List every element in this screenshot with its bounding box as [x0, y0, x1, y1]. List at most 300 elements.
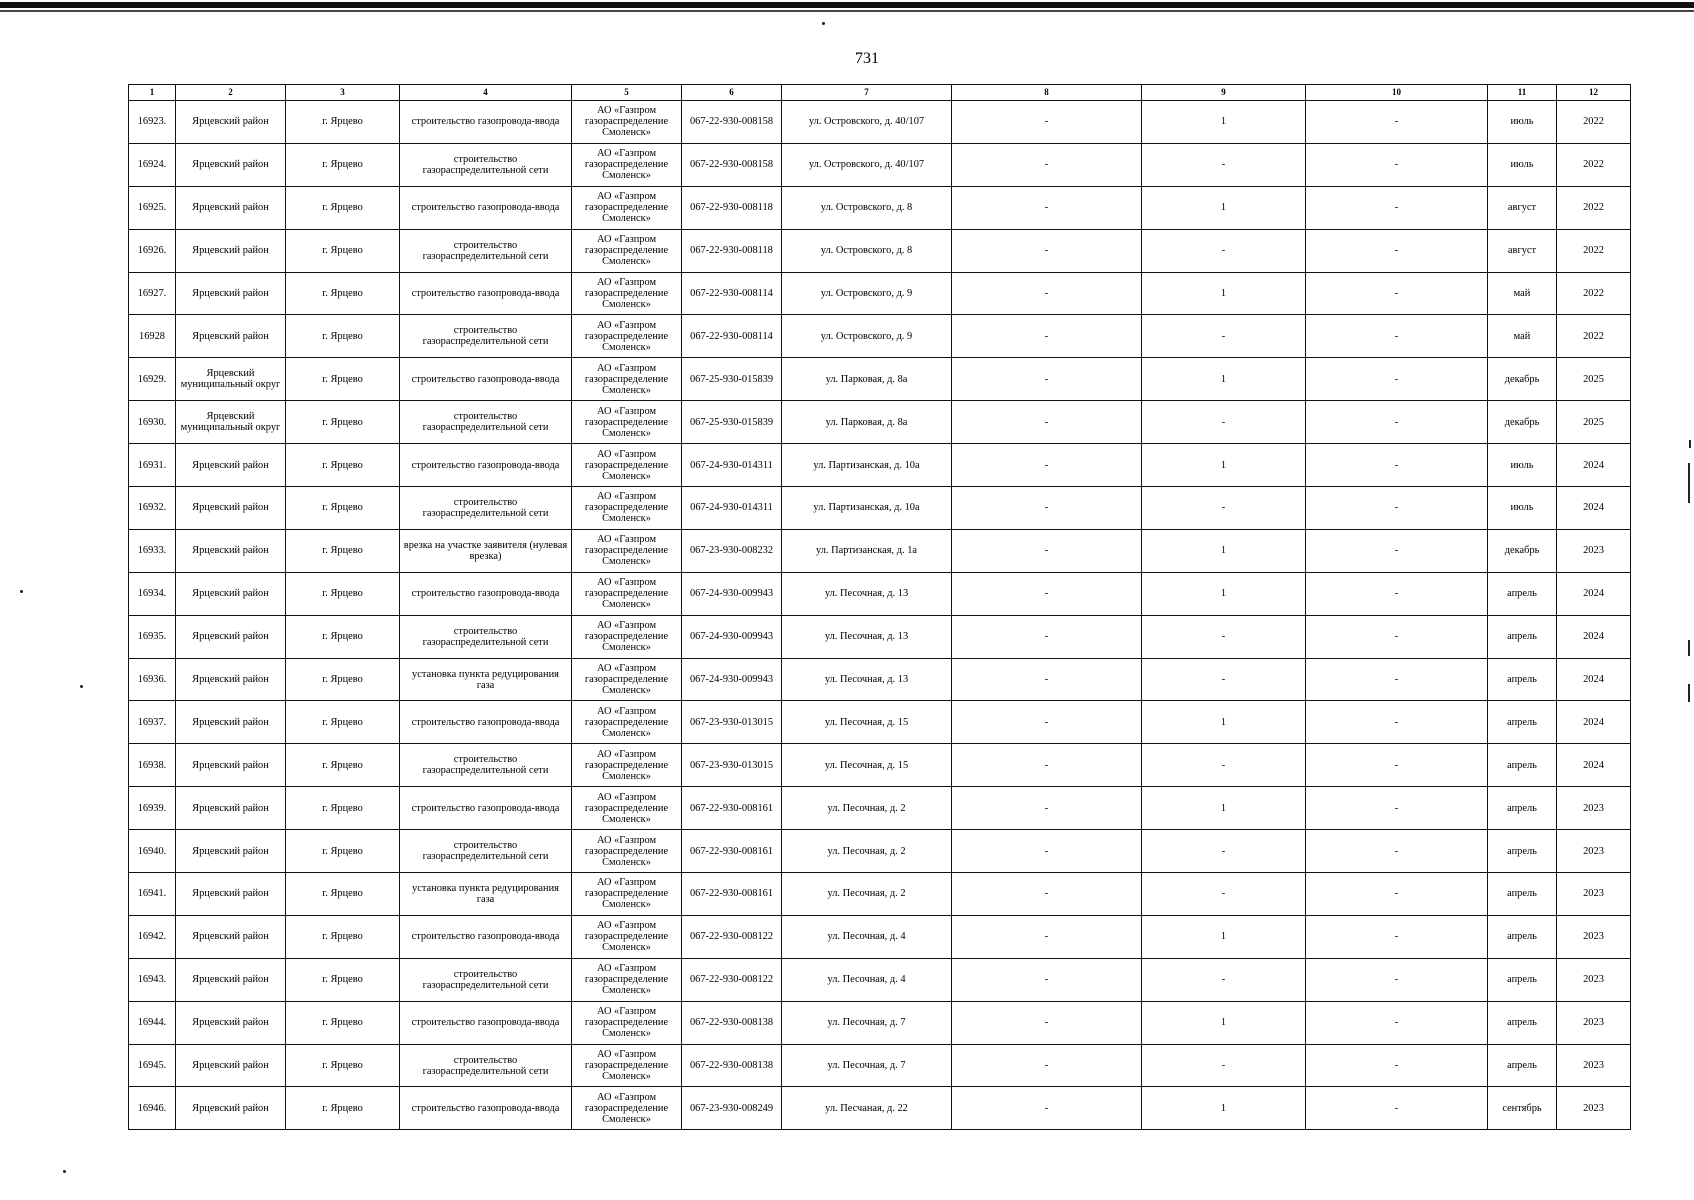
- month-cell: декабрь: [1488, 529, 1557, 572]
- work-type-cell: строительство газопровода-ввода: [400, 1087, 572, 1130]
- column-header-6: 6: [682, 85, 782, 101]
- table-body: [129, 101, 1631, 1130]
- district-cell: Ярцевский район: [176, 1044, 286, 1087]
- month-cell: апрель: [1488, 615, 1557, 658]
- year-cell: 2024: [1557, 701, 1631, 744]
- column-10-cell: -: [1306, 915, 1488, 958]
- table-row: [129, 1087, 1631, 1130]
- work-type-cell: строительство газораспределительной сети: [400, 143, 572, 186]
- city-cell: г. Ярцево: [286, 229, 400, 272]
- row-number: 16926.: [129, 229, 176, 272]
- column-8-cell: -: [952, 787, 1142, 830]
- month-cell: декабрь: [1488, 401, 1557, 444]
- year-cell: 2024: [1557, 744, 1631, 787]
- address-cell: ул. Песочная, д. 15: [782, 744, 952, 787]
- column-10-cell: -: [1306, 830, 1488, 873]
- column-10-cell: -: [1306, 1087, 1488, 1130]
- application-code-cell: 067-22-930-008161: [682, 787, 782, 830]
- district-cell: Ярцевский район: [176, 272, 286, 315]
- application-code-cell: 067-23-930-013015: [682, 744, 782, 787]
- column-10-cell: -: [1306, 1001, 1488, 1044]
- address-cell: ул. Парковая, д. 8а: [782, 401, 952, 444]
- scan-edge-mark: [1688, 640, 1690, 656]
- table-row: [129, 444, 1631, 487]
- application-code-cell: 067-22-930-008122: [682, 958, 782, 1001]
- work-type-cell: строительство газораспределительной сети: [400, 830, 572, 873]
- operator-cell: АО «Газпром газораспределение Смоленск»: [572, 444, 682, 487]
- column-8-cell: -: [952, 1087, 1142, 1130]
- month-cell: август: [1488, 229, 1557, 272]
- column-8-cell: -: [952, 487, 1142, 530]
- top-border-rule: [0, 2, 1694, 8]
- application-code-cell: 067-24-930-009943: [682, 572, 782, 615]
- column-10-cell: -: [1306, 101, 1488, 144]
- table-row: [129, 915, 1631, 958]
- city-cell: г. Ярцево: [286, 572, 400, 615]
- work-type-cell: строительство газораспределительной сети: [400, 315, 572, 358]
- district-cell: Ярцевский район: [176, 658, 286, 701]
- table-row: [129, 658, 1631, 701]
- column-10-cell: -: [1306, 272, 1488, 315]
- column-9-cell: 1: [1142, 787, 1306, 830]
- row-number: 16925.: [129, 186, 176, 229]
- work-type-cell: установка пункта редуцирования газа: [400, 658, 572, 701]
- column-8-cell: -: [952, 401, 1142, 444]
- row-number: 16933.: [129, 529, 176, 572]
- row-number: 16936.: [129, 658, 176, 701]
- address-cell: ул. Песочная, д. 7: [782, 1001, 952, 1044]
- column-8-cell: -: [952, 958, 1142, 1001]
- row-number: 16938.: [129, 744, 176, 787]
- city-cell: г. Ярцево: [286, 1044, 400, 1087]
- row-number: 16946.: [129, 1087, 176, 1130]
- operator-cell: АО «Газпром газораспределение Смоленск»: [572, 1001, 682, 1044]
- column-8-cell: -: [952, 143, 1142, 186]
- table-row: [129, 272, 1631, 315]
- table-row: [129, 358, 1631, 401]
- month-cell: апрель: [1488, 658, 1557, 701]
- table-row: [129, 1001, 1631, 1044]
- row-number: 16945.: [129, 1044, 176, 1087]
- city-cell: г. Ярцево: [286, 1001, 400, 1044]
- table-row: [129, 744, 1631, 787]
- district-cell: Ярцевский муниципальный округ: [176, 401, 286, 444]
- row-number: 16930.: [129, 401, 176, 444]
- work-type-cell: строительство газораспределительной сети: [400, 229, 572, 272]
- table-row: [129, 186, 1631, 229]
- application-code-cell: 067-22-930-008118: [682, 186, 782, 229]
- table-row: [129, 229, 1631, 272]
- month-cell: апрель: [1488, 830, 1557, 873]
- district-cell: Ярцевский муниципальный округ: [176, 358, 286, 401]
- column-8-cell: -: [952, 529, 1142, 572]
- work-type-cell: строительство газораспределительной сети: [400, 615, 572, 658]
- table-row: [129, 787, 1631, 830]
- work-type-cell: строительство газопровода-ввода: [400, 444, 572, 487]
- column-9-cell: 1: [1142, 915, 1306, 958]
- operator-cell: АО «Газпром газораспределение Смоленск»: [572, 830, 682, 873]
- operator-cell: АО «Газпром газораспределение Смоленск»: [572, 1087, 682, 1130]
- operator-cell: АО «Газпром газораспределение Смоленск»: [572, 873, 682, 916]
- month-cell: апрель: [1488, 873, 1557, 916]
- month-cell: июль: [1488, 444, 1557, 487]
- page-number: 731: [855, 50, 879, 67]
- operator-cell: АО «Газпром газораспределение Смоленск»: [572, 701, 682, 744]
- district-cell: Ярцевский район: [176, 701, 286, 744]
- column-10-cell: -: [1306, 487, 1488, 530]
- column-header-8: 8: [952, 85, 1142, 101]
- row-number: 16927.: [129, 272, 176, 315]
- city-cell: г. Ярцево: [286, 615, 400, 658]
- column-10-cell: -: [1306, 229, 1488, 272]
- table-row: [129, 958, 1631, 1001]
- month-cell: июль: [1488, 143, 1557, 186]
- column-9-cell: -: [1142, 958, 1306, 1001]
- column-9-cell: -: [1142, 143, 1306, 186]
- operator-cell: АО «Газпром газораспределение Смоленск»: [572, 1044, 682, 1087]
- month-cell: май: [1488, 272, 1557, 315]
- application-code-cell: 067-23-930-008232: [682, 529, 782, 572]
- column-9-cell: 1: [1142, 101, 1306, 144]
- district-cell: Ярцевский район: [176, 529, 286, 572]
- year-cell: 2023: [1557, 915, 1631, 958]
- operator-cell: АО «Газпром газораспределение Смоленск»: [572, 143, 682, 186]
- month-cell: декабрь: [1488, 358, 1557, 401]
- district-cell: Ярцевский район: [176, 744, 286, 787]
- district-cell: Ярцевский район: [176, 143, 286, 186]
- column-header-4: 4: [400, 85, 572, 101]
- column-8-cell: -: [952, 830, 1142, 873]
- application-code-cell: 067-22-930-008161: [682, 830, 782, 873]
- column-9-cell: 1: [1142, 572, 1306, 615]
- district-cell: Ярцевский район: [176, 444, 286, 487]
- month-cell: июль: [1488, 487, 1557, 530]
- district-cell: Ярцевский район: [176, 787, 286, 830]
- application-code-cell: 067-23-930-013015: [682, 701, 782, 744]
- city-cell: г. Ярцево: [286, 315, 400, 358]
- table-row: [129, 143, 1631, 186]
- year-cell: 2023: [1557, 958, 1631, 1001]
- column-9-cell: -: [1142, 658, 1306, 701]
- operator-cell: АО «Газпром газораспределение Смоленск»: [572, 272, 682, 315]
- address-cell: ул. Партизанская, д. 1а: [782, 529, 952, 572]
- column-8-cell: -: [952, 444, 1142, 487]
- column-header-5: 5: [572, 85, 682, 101]
- row-number: 16934.: [129, 572, 176, 615]
- year-cell: 2023: [1557, 1087, 1631, 1130]
- year-cell: 2023: [1557, 1001, 1631, 1044]
- application-code-cell: 067-22-930-008118: [682, 229, 782, 272]
- column-9-cell: 1: [1142, 1087, 1306, 1130]
- column-10-cell: -: [1306, 701, 1488, 744]
- table-row: [129, 701, 1631, 744]
- year-cell: 2023: [1557, 830, 1631, 873]
- column-9-cell: 1: [1142, 529, 1306, 572]
- column-8-cell: -: [952, 186, 1142, 229]
- table-row: [129, 873, 1631, 916]
- application-code-cell: 067-22-930-008158: [682, 101, 782, 144]
- city-cell: г. Ярцево: [286, 1087, 400, 1130]
- work-type-cell: строительство газопровода-ввода: [400, 701, 572, 744]
- operator-cell: АО «Газпром газораспределение Смоленск»: [572, 787, 682, 830]
- row-number: 16943.: [129, 958, 176, 1001]
- month-cell: апрель: [1488, 1001, 1557, 1044]
- column-8-cell: -: [952, 315, 1142, 358]
- application-code-cell: 067-24-930-009943: [682, 658, 782, 701]
- city-cell: г. Ярцево: [286, 487, 400, 530]
- address-cell: ул. Партизанская, д. 10а: [782, 487, 952, 530]
- work-type-cell: строительство газопровода-ввода: [400, 1001, 572, 1044]
- address-cell: ул. Песочная, д. 15: [782, 701, 952, 744]
- row-number: 16924.: [129, 143, 176, 186]
- application-code-cell: 067-22-930-008122: [682, 915, 782, 958]
- address-cell: ул. Островского, д. 9: [782, 272, 952, 315]
- table-header: [129, 85, 1631, 101]
- column-10-cell: -: [1306, 572, 1488, 615]
- address-cell: ул. Песочная, д. 13: [782, 572, 952, 615]
- column-8-cell: -: [952, 358, 1142, 401]
- column-8-cell: -: [952, 915, 1142, 958]
- operator-cell: АО «Газпром газораспределение Смоленск»: [572, 101, 682, 144]
- application-code-cell: 067-22-930-008161: [682, 873, 782, 916]
- operator-cell: АО «Газпром газораспределение Смоленск»: [572, 572, 682, 615]
- month-cell: апрель: [1488, 701, 1557, 744]
- address-cell: ул. Островского, д. 8: [782, 186, 952, 229]
- work-type-cell: врезка на участке заявителя (нулевая врезка): [400, 529, 572, 572]
- column-9-cell: 1: [1142, 272, 1306, 315]
- work-type-cell: строительство газопровода-ввода: [400, 787, 572, 830]
- application-code-cell: 067-25-930-015839: [682, 358, 782, 401]
- application-code-cell: 067-22-930-008114: [682, 272, 782, 315]
- application-code-cell: 067-24-930-014311: [682, 444, 782, 487]
- column-8-cell: -: [952, 572, 1142, 615]
- column-8-cell: -: [952, 744, 1142, 787]
- district-cell: Ярцевский район: [176, 873, 286, 916]
- table-row: [129, 830, 1631, 873]
- city-cell: г. Ярцево: [286, 830, 400, 873]
- city-cell: г. Ярцево: [286, 787, 400, 830]
- year-cell: 2022: [1557, 229, 1631, 272]
- operator-cell: АО «Газпром газораспределение Смоленск»: [572, 358, 682, 401]
- work-type-cell: строительство газораспределительной сети: [400, 1044, 572, 1087]
- column-header-11: 11: [1488, 85, 1557, 101]
- column-10-cell: -: [1306, 529, 1488, 572]
- work-type-cell: строительство газопровода-ввода: [400, 272, 572, 315]
- column-9-cell: -: [1142, 315, 1306, 358]
- scan-speck: [822, 22, 825, 25]
- column-10-cell: -: [1306, 873, 1488, 916]
- application-code-cell: 067-22-930-008158: [682, 143, 782, 186]
- work-type-cell: строительство газопровода-ввода: [400, 101, 572, 144]
- row-number: 16923.: [129, 101, 176, 144]
- column-10-cell: -: [1306, 143, 1488, 186]
- row-number: 16935.: [129, 615, 176, 658]
- district-cell: Ярцевский район: [176, 1001, 286, 1044]
- year-cell: 2022: [1557, 143, 1631, 186]
- city-cell: г. Ярцево: [286, 401, 400, 444]
- column-9-cell: 1: [1142, 444, 1306, 487]
- year-cell: 2024: [1557, 615, 1631, 658]
- month-cell: август: [1488, 186, 1557, 229]
- column-header-3: 3: [286, 85, 400, 101]
- operator-cell: АО «Газпром газораспределение Смоленск»: [572, 186, 682, 229]
- column-10-cell: -: [1306, 744, 1488, 787]
- address-cell: ул. Островского, д. 9: [782, 315, 952, 358]
- city-cell: г. Ярцево: [286, 658, 400, 701]
- city-cell: г. Ярцево: [286, 358, 400, 401]
- row-number: 16928: [129, 315, 176, 358]
- district-cell: Ярцевский район: [176, 572, 286, 615]
- year-cell: 2025: [1557, 358, 1631, 401]
- operator-cell: АО «Газпром газораспределение Смоленск»: [572, 229, 682, 272]
- column-10-cell: -: [1306, 444, 1488, 487]
- column-10-cell: -: [1306, 658, 1488, 701]
- month-cell: апрель: [1488, 572, 1557, 615]
- scan-edge-mark: [1688, 684, 1690, 702]
- district-cell: Ярцевский район: [176, 830, 286, 873]
- work-type-cell: строительство газораспределительной сети: [400, 401, 572, 444]
- year-cell: 2024: [1557, 572, 1631, 615]
- column-9-cell: 1: [1142, 1001, 1306, 1044]
- year-cell: 2024: [1557, 487, 1631, 530]
- scan-edge-mark: [1688, 463, 1690, 503]
- row-number: 16937.: [129, 701, 176, 744]
- address-cell: ул. Песочная, д. 2: [782, 787, 952, 830]
- column-10-cell: -: [1306, 615, 1488, 658]
- column-10-cell: -: [1306, 1044, 1488, 1087]
- column-10-cell: -: [1306, 358, 1488, 401]
- year-cell: 2022: [1557, 272, 1631, 315]
- column-9-cell: -: [1142, 1044, 1306, 1087]
- address-cell: ул. Партизанская, д. 10а: [782, 444, 952, 487]
- year-cell: 2022: [1557, 101, 1631, 144]
- column-9-cell: -: [1142, 830, 1306, 873]
- district-cell: Ярцевский район: [176, 315, 286, 358]
- city-cell: г. Ярцево: [286, 186, 400, 229]
- city-cell: г. Ярцево: [286, 272, 400, 315]
- address-cell: ул. Песочная, д. 4: [782, 958, 952, 1001]
- address-cell: ул. Песочная, д. 4: [782, 915, 952, 958]
- column-9-cell: 1: [1142, 186, 1306, 229]
- table-row: [129, 401, 1631, 444]
- column-9-cell: -: [1142, 401, 1306, 444]
- column-10-cell: -: [1306, 787, 1488, 830]
- scan-speck: [80, 685, 83, 688]
- city-cell: г. Ярцево: [286, 915, 400, 958]
- city-cell: г. Ярцево: [286, 529, 400, 572]
- work-type-cell: строительство газопровода-ввода: [400, 915, 572, 958]
- application-code-cell: 067-22-930-008114: [682, 315, 782, 358]
- work-type-cell: строительство газораспределительной сети: [400, 958, 572, 1001]
- column-9-cell: 1: [1142, 358, 1306, 401]
- column-10-cell: -: [1306, 315, 1488, 358]
- table-row: [129, 529, 1631, 572]
- address-cell: ул. Песчаная, д. 22: [782, 1087, 952, 1130]
- month-cell: сентябрь: [1488, 1087, 1557, 1130]
- row-number: 16944.: [129, 1001, 176, 1044]
- column-8-cell: -: [952, 229, 1142, 272]
- column-header-7: 7: [782, 85, 952, 101]
- work-type-cell: строительство газораспределительной сети: [400, 487, 572, 530]
- table-row: [129, 315, 1631, 358]
- month-cell: май: [1488, 315, 1557, 358]
- application-code-cell: 067-22-930-008138: [682, 1044, 782, 1087]
- column-header-12: 12: [1557, 85, 1631, 101]
- address-cell: ул. Песочная, д. 13: [782, 658, 952, 701]
- operator-cell: АО «Газпром газораспределение Смоленск»: [572, 529, 682, 572]
- column-9-cell: -: [1142, 744, 1306, 787]
- month-cell: апрель: [1488, 958, 1557, 1001]
- district-cell: Ярцевский район: [176, 101, 286, 144]
- operator-cell: АО «Газпром газораспределение Смоленск»: [572, 401, 682, 444]
- month-cell: июль: [1488, 101, 1557, 144]
- district-cell: Ярцевский район: [176, 487, 286, 530]
- year-cell: 2024: [1557, 658, 1631, 701]
- district-cell: Ярцевский район: [176, 1087, 286, 1130]
- city-cell: г. Ярцево: [286, 101, 400, 144]
- district-cell: Ярцевский район: [176, 229, 286, 272]
- district-cell: Ярцевский район: [176, 186, 286, 229]
- table-row: [129, 615, 1631, 658]
- year-cell: 2025: [1557, 401, 1631, 444]
- work-type-cell: строительство газораспределительной сети: [400, 744, 572, 787]
- address-cell: ул. Песочная, д. 7: [782, 1044, 952, 1087]
- work-type-cell: установка пункта редуцирования газа: [400, 873, 572, 916]
- month-cell: апрель: [1488, 1044, 1557, 1087]
- address-cell: ул. Островского, д. 40/107: [782, 101, 952, 144]
- row-number: 16929.: [129, 358, 176, 401]
- address-cell: ул. Островского, д. 8: [782, 229, 952, 272]
- operator-cell: АО «Газпром газораспределение Смоленск»: [572, 958, 682, 1001]
- address-cell: ул. Песочная, д. 2: [782, 873, 952, 916]
- column-header-10: 10: [1306, 85, 1488, 101]
- row-number: 16941.: [129, 873, 176, 916]
- table-row: [129, 1044, 1631, 1087]
- table-row: [129, 101, 1631, 144]
- scan-speck: [20, 590, 23, 593]
- year-cell: 2023: [1557, 529, 1631, 572]
- month-cell: апрель: [1488, 744, 1557, 787]
- column-8-cell: -: [952, 873, 1142, 916]
- operator-cell: АО «Газпром газораспределение Смоленск»: [572, 487, 682, 530]
- row-number: 16932.: [129, 487, 176, 530]
- application-code-cell: 067-22-930-008138: [682, 1001, 782, 1044]
- address-cell: ул. Песочная, д. 13: [782, 615, 952, 658]
- district-cell: Ярцевский район: [176, 958, 286, 1001]
- scan-edge-mark: [1689, 440, 1691, 448]
- column-8-cell: -: [952, 615, 1142, 658]
- city-cell: г. Ярцево: [286, 143, 400, 186]
- top-border-rule-thin: [0, 10, 1694, 12]
- operator-cell: АО «Газпром газораспределение Смоленск»: [572, 615, 682, 658]
- city-cell: г. Ярцево: [286, 958, 400, 1001]
- year-cell: 2024: [1557, 444, 1631, 487]
- year-cell: 2022: [1557, 315, 1631, 358]
- city-cell: г. Ярцево: [286, 701, 400, 744]
- city-cell: г. Ярцево: [286, 444, 400, 487]
- column-header-2: 2: [176, 85, 286, 101]
- application-code-cell: 067-25-930-015839: [682, 401, 782, 444]
- row-number: 16940.: [129, 830, 176, 873]
- column-10-cell: -: [1306, 401, 1488, 444]
- district-cell: Ярцевский район: [176, 615, 286, 658]
- year-cell: 2023: [1557, 787, 1631, 830]
- column-header-9: 9: [1142, 85, 1306, 101]
- row-number: 16942.: [129, 915, 176, 958]
- table-row: [129, 487, 1631, 530]
- operator-cell: АО «Газпром газораспределение Смоленск»: [572, 658, 682, 701]
- year-cell: 2022: [1557, 186, 1631, 229]
